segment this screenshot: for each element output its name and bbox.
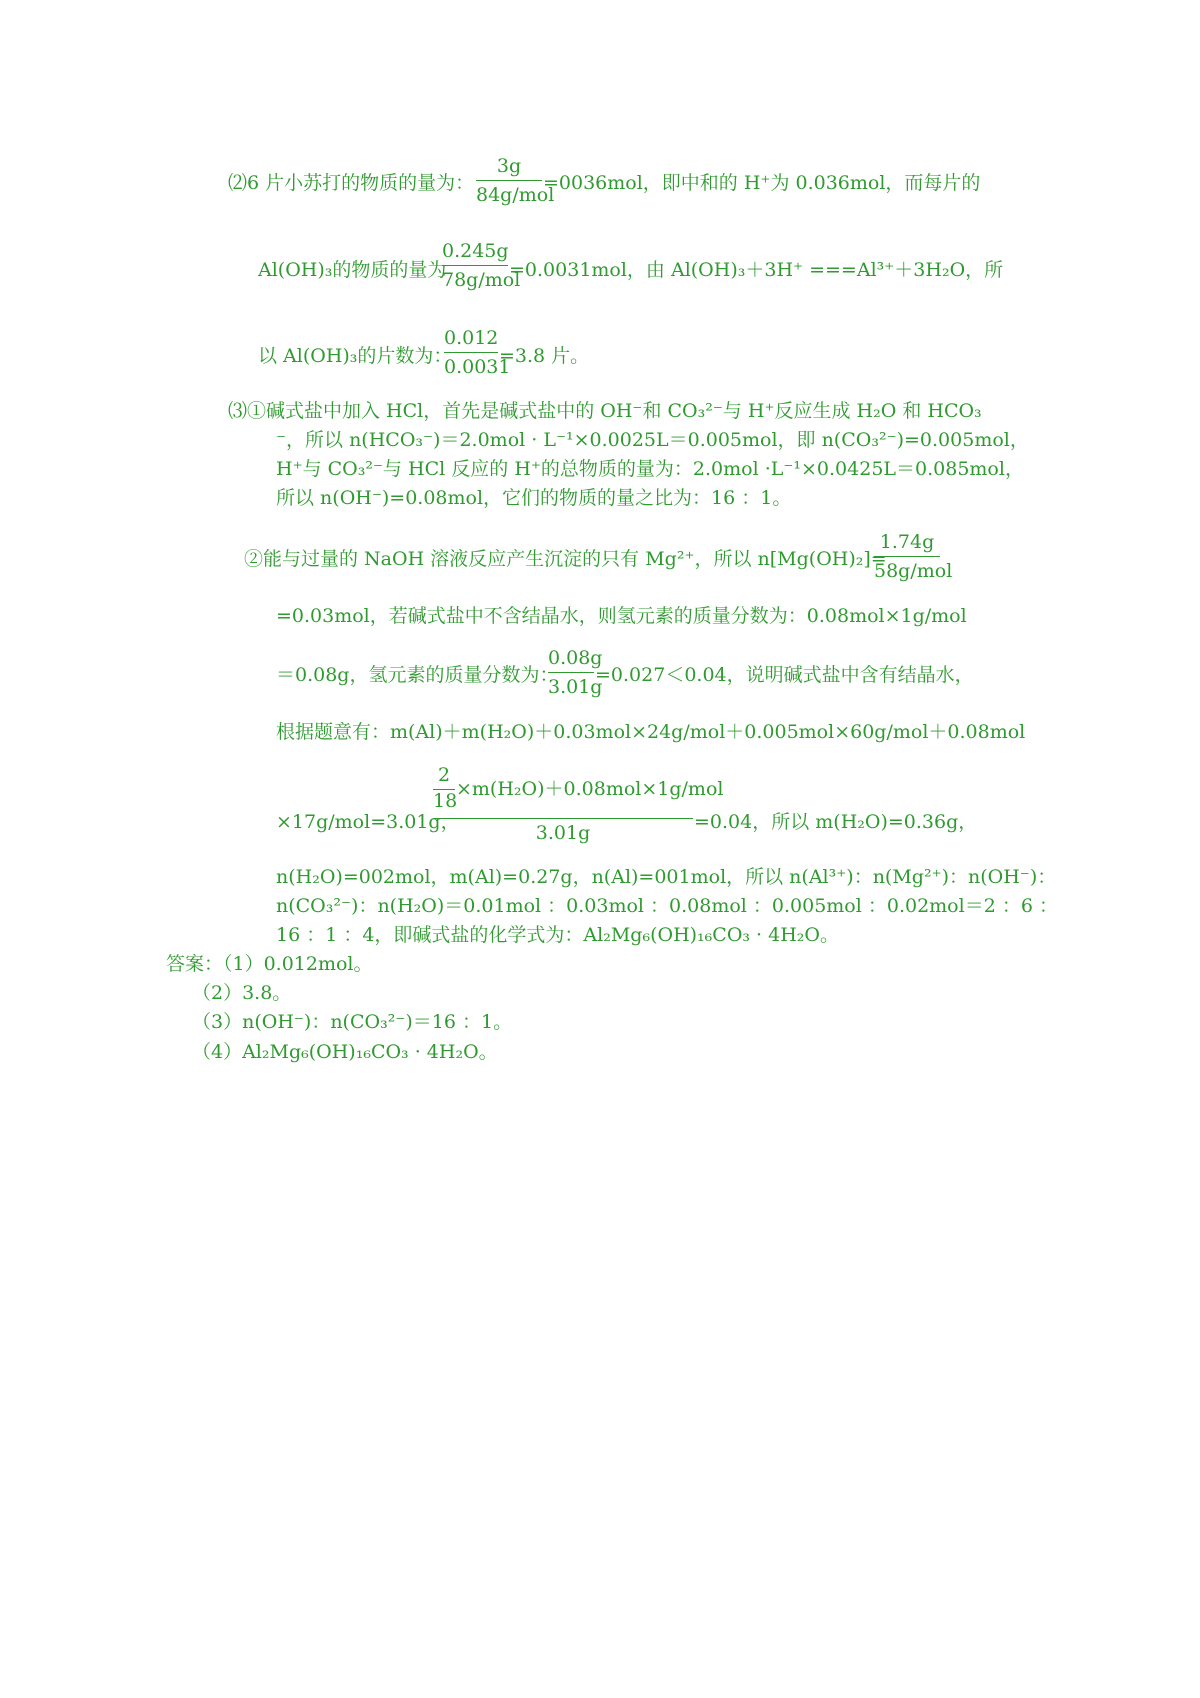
answer-3: （3）n(OH⁻)：n(CO₃²⁻)＝16 ：1。 bbox=[192, 1011, 513, 1033]
p3-line2: ⁻，所以 n(HCO₃⁻)＝2.0mol · L⁻¹×0.0025L＝0.005mol，即 n(CO₃²⁻)=0.005mol， bbox=[276, 429, 1029, 451]
p3b-line5-label: ×17g/mol=3.01g， bbox=[276, 811, 460, 833]
p3b-line7: n(CO₃²⁻)：n(H₂O)＝0.01mol ：0.03mol ：0.08mol ：0.005mol ：0.02mol＝2 ：6 ： bbox=[276, 895, 1058, 917]
p2-f2-den: 78g/mol bbox=[442, 269, 521, 291]
p3b-f6-inner-num: 2 bbox=[437, 764, 451, 786]
p3b-line8: 16 ：1 ：4，即碱式盐的化学式为：Al₂Mg₆(OH)₁₆CO₃ · 4H₂O。 bbox=[276, 924, 839, 946]
p2-f1-num: 3g bbox=[496, 155, 522, 177]
p3-line4: 所以 n(OH⁻)=0.08mol，它们的物质的量之比为：16 ：1。 bbox=[276, 487, 792, 509]
p3b-f4-den: 58g/mol bbox=[874, 560, 953, 582]
p2-f2-num: 0.245g bbox=[442, 240, 509, 262]
p3-line3: H⁺与 CO₃²⁻与 HCl 反应的 H⁺的总物质的量为：2.0mol ·L⁻¹×0.0425L＝0.085mol， bbox=[276, 458, 1024, 480]
p3b-f6-bar bbox=[433, 818, 693, 819]
p2-f1-den: 84g/mol bbox=[476, 184, 555, 206]
answer-2: （2）3.8。 bbox=[192, 982, 292, 1004]
p3b-f5-den: 3.01g bbox=[548, 676, 603, 698]
answer-title: 答案：（1）0.012mol。 bbox=[166, 953, 373, 975]
p3b-line3-rest: =0.027＜0.04，说明碱式盐中含有结晶水， bbox=[595, 664, 974, 686]
p2-line2-rest: =0.0031mol，由 Al(OH)₃＋3H⁺ ===Al³⁺＋3H₂O，所 bbox=[509, 259, 1004, 281]
answer-4: （4）Al₂Mg₆(OH)₁₆CO₃ · 4H₂O。 bbox=[192, 1041, 498, 1063]
p2-line3-rest: =3.8 片。 bbox=[499, 345, 590, 367]
p2-f3-num: 0.012 bbox=[444, 327, 499, 349]
p2-f3-den: 0.0031 bbox=[444, 356, 511, 378]
p3b-f5-bar bbox=[548, 672, 594, 673]
p3b-line2: =0.03mol，若碱式盐中不含结晶水，则氢元素的质量分数为：0.08mol×1g/mol bbox=[276, 605, 967, 627]
p3b-f4-num: 1.74g bbox=[879, 531, 935, 553]
p3b-line5-rest: =0.04，所以 m(H₂O)=0.36g， bbox=[694, 811, 978, 833]
p3b-line1-label: ②能与过量的 NaOH 溶液反应产生沉淀的只有 Mg²⁺，所以 n[Mg(OH)₂]= bbox=[244, 548, 887, 570]
p3b-f6-inner-den: 18 bbox=[433, 790, 458, 812]
p2-f3-bar bbox=[444, 352, 498, 353]
p3b-f6-den: 3.01g bbox=[535, 822, 591, 844]
p2-line1-label: ⑵6 片小苏打的物质的量为： bbox=[228, 172, 475, 194]
p3b-f6-num-rest: ×m(H₂O)＋0.08mol×1g/mol bbox=[456, 778, 724, 800]
p3b-line6: n(H₂O)=002mol，m(Al)=0.27g，n(Al)=001mol，所以 n(Al³⁺)：n(Mg²⁺)：n(OH⁻)： bbox=[276, 866, 1057, 888]
p2-line1-rest: =0036mol，即中和的 H⁺为 0.036mol，而每片的 bbox=[543, 172, 981, 194]
p2-f2-bar bbox=[442, 265, 508, 266]
p3b-f5-num: 0.08g bbox=[548, 647, 603, 669]
p2-f1-bar bbox=[476, 180, 542, 181]
p2-line2-label: Al(OH)₃的物质的量为 bbox=[258, 259, 447, 281]
p3b-line4: 根据题意有：m(Al)＋m(H₂O)＋0.03mol×24g/mol＋0.005mol×60g/mol＋0.08mol bbox=[276, 721, 1026, 743]
p2-line3-label: 以 Al(OH)₃的片数为： bbox=[258, 345, 453, 367]
p3b-line3-label: ＝0.08g，氢元素的质量分数为： bbox=[276, 664, 559, 686]
p3b-f4-bar bbox=[874, 556, 940, 557]
p3-line1: ⑶①碱式盐中加入 HCl，首先是碱式盐中的 OH⁻和 CO₃²⁻与 H⁺反应生成 H₂O 和 HCO₃ bbox=[228, 400, 982, 422]
